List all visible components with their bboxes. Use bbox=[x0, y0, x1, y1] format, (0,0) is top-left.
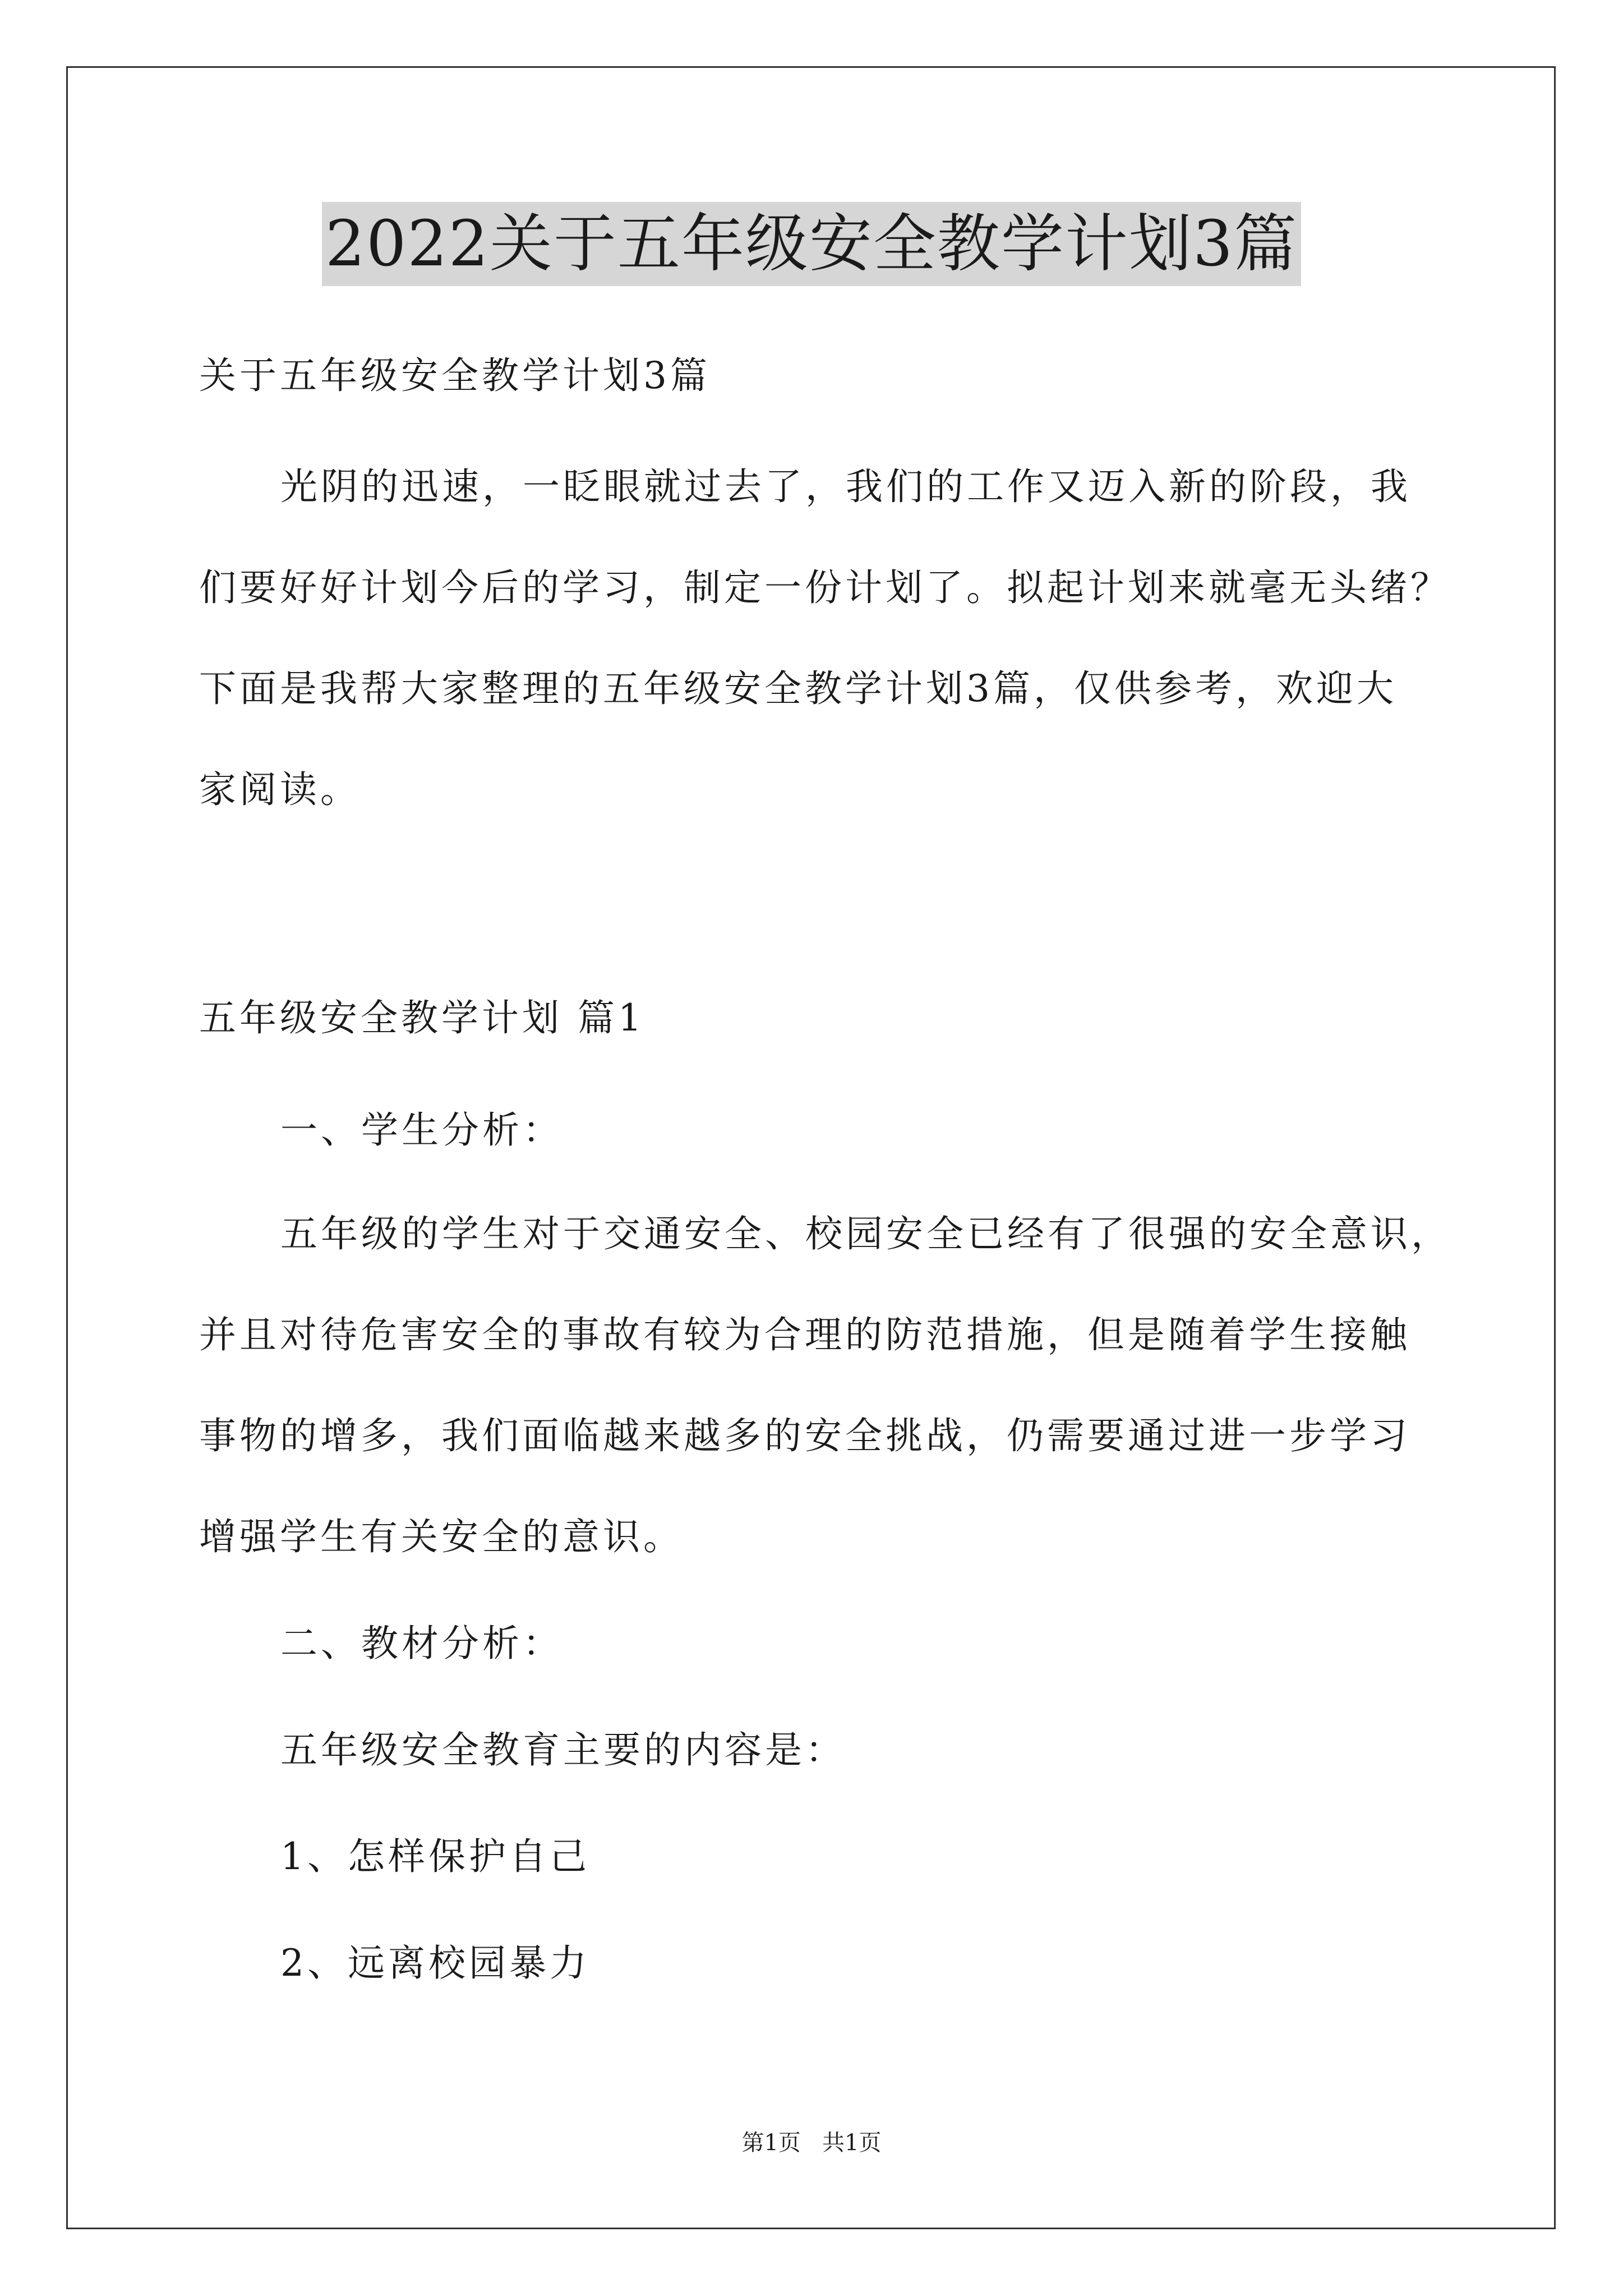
section1-heading: 五年级安全教学计划 篇1 bbox=[199, 996, 645, 1039]
student-analysis-line-1: 五年级的学生对于交通安全、校园安全已经有了很强的安全意识， bbox=[280, 1212, 1451, 1255]
intro-line-1: 光阴的迅速，一眨眼就过去了，我们的工作又迈入新的阶段，我 bbox=[280, 465, 1411, 508]
material-intro: 五年级安全教育主要的内容是： bbox=[280, 1728, 846, 1772]
student-analysis-line-2: 并且对待危害安全的事故有较为合理的防范措施，但是随着学生接触 bbox=[199, 1313, 1410, 1356]
document-subtitle: 关于五年级安全教学计划3篇 bbox=[199, 354, 711, 397]
list-item: 2、远离校园暴力 bbox=[280, 1941, 590, 1985]
material-analysis-heading: 二、教材分析： bbox=[280, 1622, 563, 1665]
page-footer: 第1页 共1页 bbox=[741, 2130, 882, 2156]
document-title: 2022关于五年级安全教学计划3篇 bbox=[322, 202, 1301, 286]
intro-line-3: 下面是我帮大家整理的五年级安全教学计划3篇，仅供参考，欢迎大 bbox=[199, 667, 1397, 710]
intro-line-4: 家阅读。 bbox=[199, 768, 361, 811]
title-container bbox=[0, 202, 1623, 286]
student-analysis-line-4: 增强学生有关安全的意识。 bbox=[199, 1515, 684, 1558]
student-analysis-heading: 一、学生分析： bbox=[280, 1108, 563, 1152]
student-analysis-line-3: 事物的增多，我们面临越来越多的安全挑战，仍需要通过进一步学习 bbox=[199, 1414, 1410, 1457]
list-item: 1、怎样保护自己 bbox=[280, 1835, 590, 1878]
intro-line-2: 们要好好计划今后的学习，制定一份计划了。拟起计划来就毫无头绪？ bbox=[199, 566, 1451, 609]
